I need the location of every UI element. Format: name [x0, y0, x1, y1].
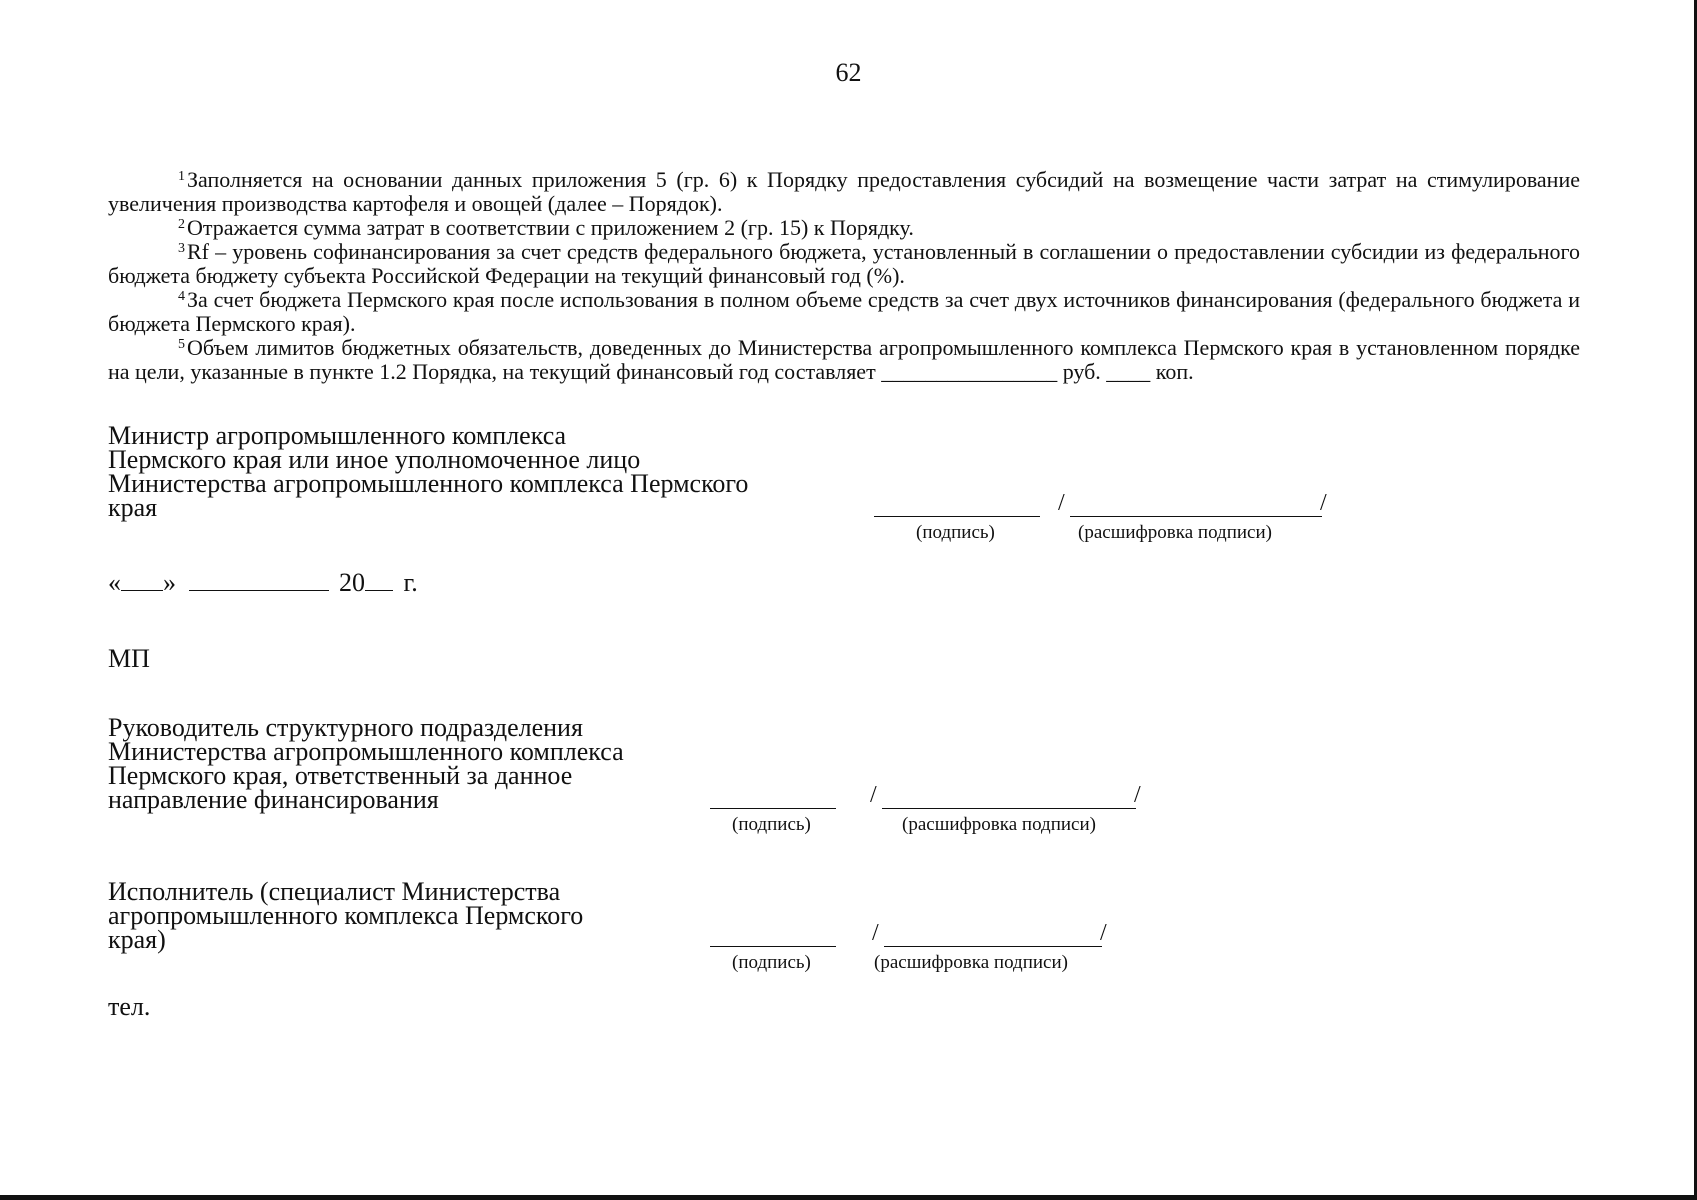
minister-title [108, 421, 749, 522]
head-of-unit-signature-line[interactable] [710, 808, 836, 809]
footnote-text: Объем лимитов бюджетных обязательств, доведенных до Министерства агропромышленного комплекса Пермского края в установленном порядке на цели, указанные в пункте 1.2 Порядка, на текущий финансовый год составляет ________________ руб. ____ коп. [108, 335, 1580, 384]
minister-title-line: Пермского края или иное уполномоченное лицо [108, 445, 641, 474]
head-of-unit-title-line: Пермского края, ответственный за данное [108, 761, 573, 790]
executor-title-line: агропромышленного комплекса Пермского [108, 901, 584, 930]
decode-close-slash: / [1134, 782, 1141, 808]
footnote-3 [108, 240, 1580, 288]
date-month-field[interactable] [189, 568, 329, 591]
decode-open-slash: / [872, 920, 879, 946]
footnote-mark: 5 [178, 337, 185, 352]
decode-open-slash: / [1058, 490, 1065, 516]
footnote-mark: 1 [178, 169, 185, 184]
footnote-1 [108, 168, 1580, 216]
date-year-prefix: 20 [339, 568, 365, 597]
footnote-5 [108, 336, 1580, 384]
scan-border-bottom [0, 1195, 1697, 1200]
date-year-field[interactable] [365, 568, 393, 591]
head-of-unit-decode-caption: (расшифровка подписи) [902, 814, 1096, 835]
date-close-quote: » [163, 568, 176, 597]
head-of-unit-decode-line[interactable] [882, 808, 1136, 809]
minister-signature-line[interactable] [874, 516, 1040, 517]
minister-decode-caption: (расшифровка подписи) [1078, 522, 1272, 543]
executor-signature-line[interactable] [710, 946, 836, 947]
page-number: 62 [835, 58, 862, 87]
date-open-quote: « [108, 568, 121, 597]
decode-close-slash: / [1100, 920, 1107, 946]
footnote-4 [108, 288, 1580, 336]
head-of-unit-title [108, 713, 624, 814]
decode-close-slash: / [1320, 490, 1327, 516]
head-of-unit-title-line: Руководитель структурного подразделения [108, 713, 583, 742]
minister-title-line: Министр агропромышленного комплекса [108, 421, 567, 450]
date-day-field[interactable] [121, 568, 163, 591]
phone-label: тел. [108, 992, 151, 1021]
footnote-mark: 3 [178, 241, 185, 256]
footnote-mark: 2 [178, 217, 185, 232]
footnote-2 [108, 216, 1580, 240]
executor-signature-caption: (подпись) [732, 952, 811, 973]
minister-signature-caption: (подпись) [916, 522, 995, 543]
minister-title-line: Министерства агропромышленного комплекса Пермского [108, 469, 749, 498]
footnote-mark: 4 [178, 289, 185, 304]
executor-title [108, 877, 584, 954]
head-of-unit-title-line: Министерства агропромышленного комплекса [108, 737, 624, 766]
date-year-suffix: г. [403, 568, 418, 597]
footnote-text: Rf – уровень софинансирования за счет средств федерального бюджета, установленный в соглашении о предоставлении субсидии из федерального бюджета бюджету субъекта Российской Федерации на текущий финансовый год (%). [108, 239, 1580, 288]
executor-decode-caption: (расшифровка подписи) [874, 952, 1068, 973]
executor-title-line: Исполнитель (специалист Министерства [108, 877, 561, 906]
minister-decode-line[interactable] [1070, 516, 1322, 517]
decode-open-slash: / [870, 782, 877, 808]
executor-title-line: края) [108, 925, 166, 954]
footnote-text: Заполняется на основании данных приложения 5 (гр. 6) к Порядку предоставления субсидий на возмещение части затрат на стимулирование увеличения производства картофеля и овощей (далее – Порядок). [108, 167, 1580, 216]
footnotes [108, 168, 1580, 384]
minister-title-line: края [108, 493, 158, 522]
head-of-unit-title-line: направление финансирования [108, 785, 439, 814]
stamp-place: МП [108, 644, 150, 673]
footnote-text: За счет бюджета Пермского края после использования в полном объеме средств за счет двух источников финансирования (федерального бюджета и бюджета Пермского края). [108, 287, 1580, 336]
date-line [108, 568, 418, 598]
head-of-unit-signature-caption: (подпись) [732, 814, 811, 835]
footnote-text: Отражается сумма затрат в соответствии с приложением 2 (гр. 15) к Порядку. [187, 215, 914, 240]
executor-decode-line[interactable] [884, 946, 1102, 947]
